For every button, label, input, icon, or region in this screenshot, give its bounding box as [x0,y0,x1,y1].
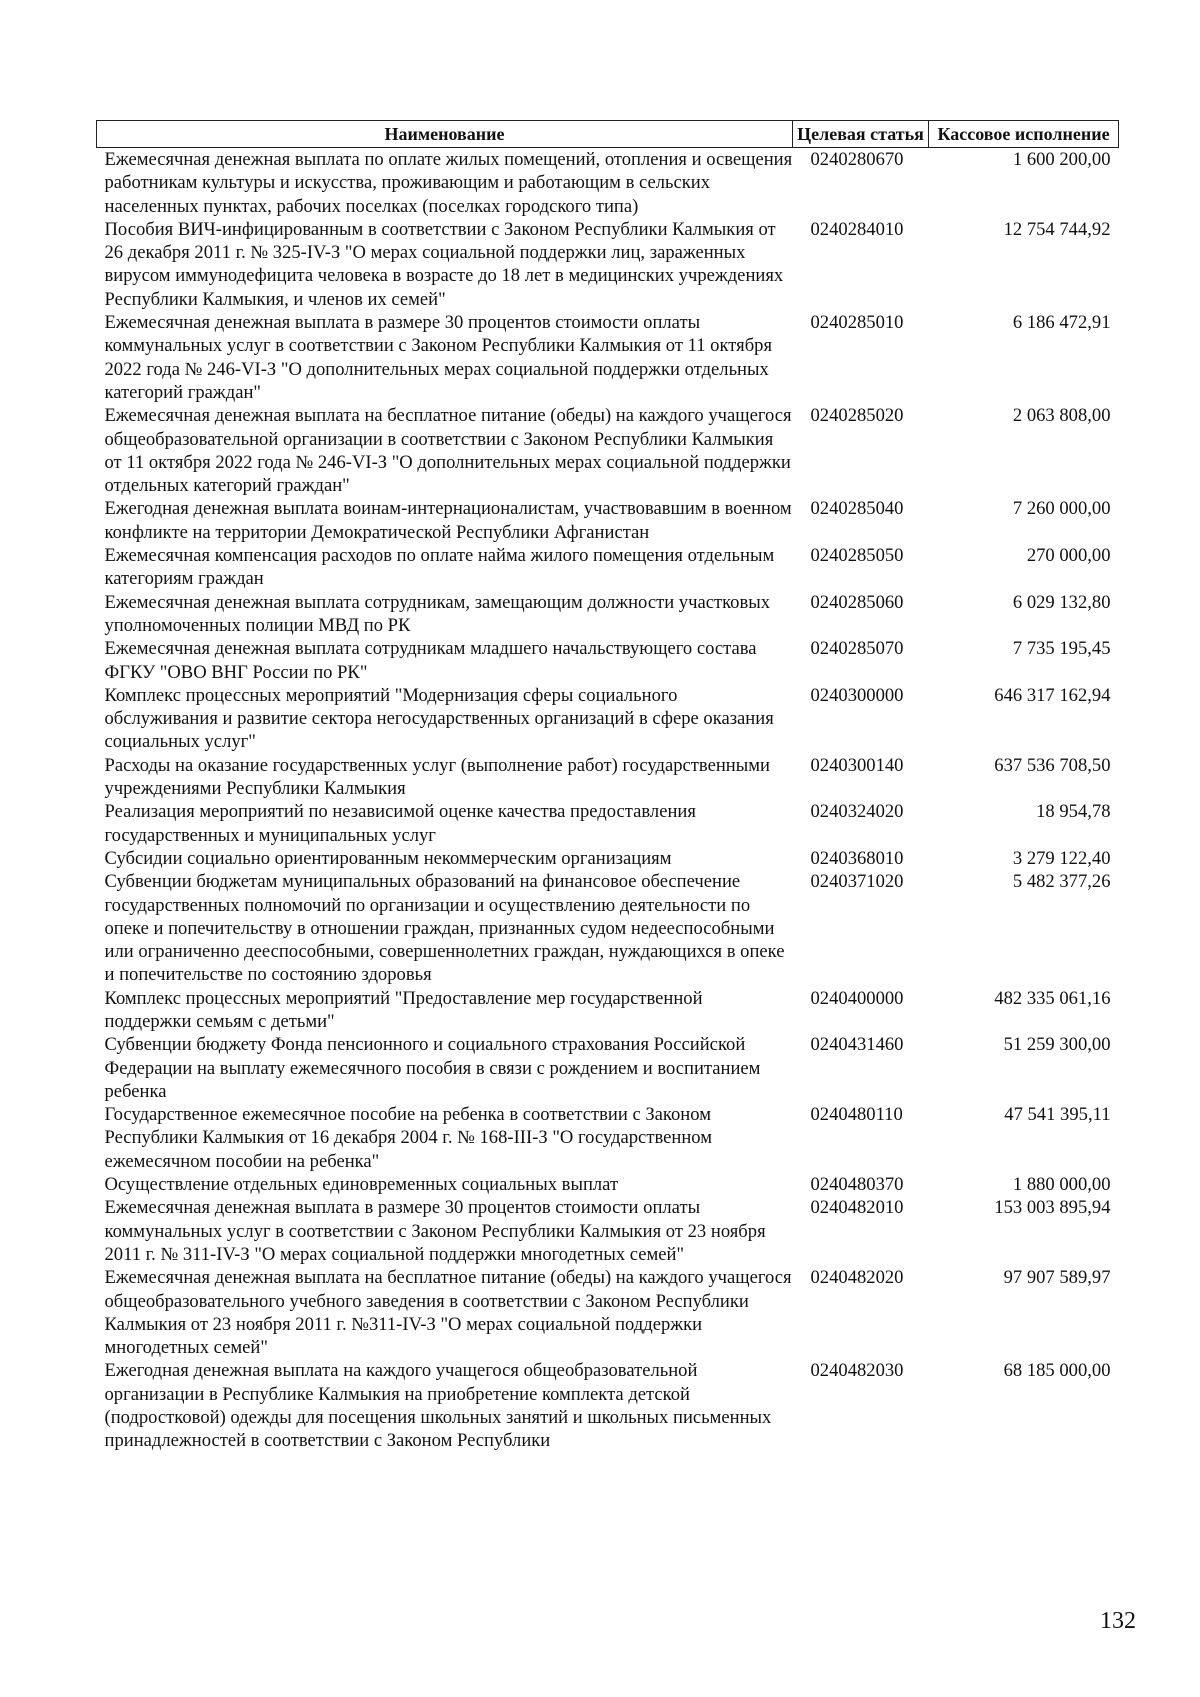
row-code-cell: 0240284010 [810,218,904,240]
table-row [97,404,1119,497]
row-code-cell: 0240280670 [810,149,904,170]
row-code-cell: 0240431460 [810,1034,904,1056]
row-code-cell: 0240368010 [810,847,904,869]
table-row [97,847,1119,870]
row-name-cell: Комплекс процессных мероприятий "Предоставление мер государственной поддержки семьям с детьми" [104,987,703,1032]
table-row [97,591,1119,638]
row-code-cell: 0240324020 [810,801,904,823]
row-sum-cell: 97 907 589,97 [1003,1267,1111,1289]
row-code-cell: 0240480370 [810,1174,904,1196]
row-sum-cell: 646 317 162,94 [994,684,1111,706]
header-name: Наименование [97,121,793,148]
header-sum: Кассовое исполнение [929,121,1119,148]
row-code-cell: 0240482030 [810,1360,904,1382]
row-code-cell: 0240482020 [810,1267,904,1289]
row-sum-cell: 7 260 000,00 [1012,498,1111,520]
row-sum-cell: 7 735 195,45 [1012,638,1111,660]
row-code-cell: 0240480110 [810,1104,903,1126]
table-row [97,1033,1119,1103]
row-sum-cell: 6 029 132,80 [1012,591,1111,613]
row-sum-cell: 1 880 000,00 [1012,1174,1111,1196]
header-code: Целевая статья [793,121,929,148]
budget-table [96,120,1119,1453]
row-sum-cell: 637 536 708,50 [994,754,1111,776]
row-name-cell: Ежегодная денежная выплата воинам-интернационалистам, участвовавшим в военном конфликте на территории Демократической Республики Афганистан [104,498,792,543]
table-row [97,218,1119,311]
row-sum-cell: 153 003 895,94 [994,1197,1111,1219]
row-name-cell: Ежемесячная денежная выплата в размере 30 процентов стоимости оплаты коммунальных услуг в соответствии с Законом Республики Калмыкия от 11 октября 2022 года № 246-VI-З "О дополнительных мерах социальной поддержки отдельных категорий граждан" [104,312,773,403]
row-code-cell: 0240371020 [810,871,904,893]
row-name-cell: Ежемесячная компенсация расходов по оплате найма жилого помещения отдельным категориям граждан [104,545,775,590]
table-row [97,870,1119,986]
row-code-cell: 0240400000 [810,987,904,1009]
row-name-cell: Ежегодная денежная выплата на каждого учащегося общеобразовательной организации в Республике Калмыкия на приобретение комплекта детской (подростковой) одежды для посещения школьных занятий и школьных письменных принадлежностей в соответствии с Законом Республики [104,1360,772,1452]
row-name-cell: Ежемесячная денежная выплата на бесплатное питание (обеды) на каждого учащегося общеобразовательного учебного заведения в соответствии с Законом Республики Калмыкия от 23 ноября 2011 г. №311-IV-З "О мерах социальной поддержки многодетных семей" [104,1267,792,1359]
table-row [97,1173,1119,1196]
row-name-cell: Субсидии социально ориентированным некоммерческим организациям [104,847,672,869]
row-name-cell: Пособия ВИЧ-инфицированным в соответствии с Законом Республики Калмыкия от 26 декабря 2011 г. № 325-IV-З "О мерах социальной поддержки лиц, зараженных вирусом иммунодефицита человека в возрасте до 18 лет в медицинских учреждениях Республики Калмыкия, и членов их семей" [104,218,784,310]
row-name-cell: Субвенции бюджету Фонда пенсионного и социального страхования Российской Федерации на выплату ежемесячного пособия в связи с рождением и воспитанием ребенка [104,1034,761,1102]
row-sum-cell: 482 335 061,16 [994,987,1111,1009]
row-code-cell: 0240300000 [810,684,904,706]
row-code-cell: 0240285020 [810,405,904,427]
budget-table-wrapper [96,120,1118,1453]
row-name-cell: Субвенции бюджетам муниципальных образований на финансовое обеспечение государственных полномочий по организации и осуществлению деятельности по опеке и попечительству в отношении граждан, признанных судом недееспособными или ограниченно дееспособными, совершеннолетних граждан, нуждающихся в опеке и попечительстве по состоянию здоровья [104,871,785,986]
row-name-cell: Реализация мероприятий по независимой оценке качества предоставления государственных и муниципальных услуг [104,801,696,846]
row-sum-cell: 47 541 395,11 [1004,1104,1111,1126]
row-code-cell: 0240285040 [810,498,904,520]
row-code-cell: 0240285050 [810,545,904,567]
row-sum-cell: 1 600 200,00 [1012,149,1111,170]
table-row [97,684,1119,754]
row-name-cell: Комплекс процессных мероприятий "Модернизация сферы социального обслуживания и развитие сектора негосударственных организаций в сфере оказания социальных услуг" [104,684,774,753]
row-name-cell: Ежемесячная денежная выплата в размере 30 процентов стоимости оплаты коммунальных услуг в соответствии с Законом Республики Калмыкия от 23 ноября 2011 г. № 311-IV-З "О мерах социальной поддержки многодетных семей" [104,1197,766,1265]
row-sum-cell: 12 754 744,92 [1003,218,1111,240]
row-name-cell: Ежемесячная денежная выплата сотрудникам, замещающим должности участковых уполномоченных полиции МВД по РК [104,591,771,636]
row-sum-cell: 270 000,00 [1026,545,1111,567]
row-sum-cell: 6 186 472,91 [1012,312,1111,334]
table-row [97,754,1119,801]
row-sum-cell: 5 482 377,26 [1012,871,1111,893]
table-row [97,637,1119,684]
row-name-cell: Государственное ежемесячное пособие на ребенка в соответствии с Законом Республики Калмыкия от 16 декабря 2004 г. № 168-III-З "О государственном ежемесячном пособии на ребенка" [104,1104,712,1172]
table-body [97,148,1119,1453]
row-code-cell: 0240285010 [810,312,904,334]
table-row [97,1266,1119,1359]
table-row [97,1359,1119,1452]
table-row [97,148,1119,218]
row-sum-cell: 18 954,78 [1036,801,1111,823]
row-sum-cell: 68 185 000,00 [1003,1360,1111,1382]
row-name-cell: Ежемесячная денежная выплата по оплате жилых помещений, отопления и освещения работникам культуры и искусства, проживающим и работающим в сельских населенных пунктах, рабочих поселках (поселках городского типа) [104,149,793,217]
row-code-cell: 0240300140 [810,754,904,776]
table-row [97,987,1119,1034]
row-name-cell: Ежемесячная денежная выплата на бесплатное питание (обеды) на каждого учащегося общеобразовательной организации в соответствии с Законом Республики Калмыкия от 11 октября 2022 года № 246-VI-З "О дополнительных мерах социальной поддержки отдельных категорий граждан" [104,405,792,497]
row-name-cell: Осуществление отдельных единовременных социальных выплат [104,1174,619,1196]
row-sum-cell: 2 063 808,00 [1012,405,1111,427]
row-code-cell: 0240482010 [810,1197,904,1219]
table-row [97,311,1119,404]
row-code-cell: 0240285070 [810,638,904,660]
table-row [97,800,1119,847]
page-number: 132 [1100,1608,1136,1634]
row-name-cell: Расходы на оказание государственных услуг (выполнение работ) государственными учреждениями Республики Калмыкия [104,754,770,800]
row-sum-cell: 51 259 300,00 [1003,1034,1111,1056]
table-row [97,497,1119,544]
row-name-cell: Ежемесячная денежная выплата сотрудникам младшего начальствующего состава ФГКУ "ОВО ВНГ России по РК" [104,638,757,683]
table-row [97,544,1119,591]
table-row [97,1196,1119,1266]
row-sum-cell: 3 279 122,40 [1012,847,1111,869]
table-header [97,121,1119,148]
table-row [97,1103,1119,1173]
row-code-cell: 0240285060 [810,591,904,613]
